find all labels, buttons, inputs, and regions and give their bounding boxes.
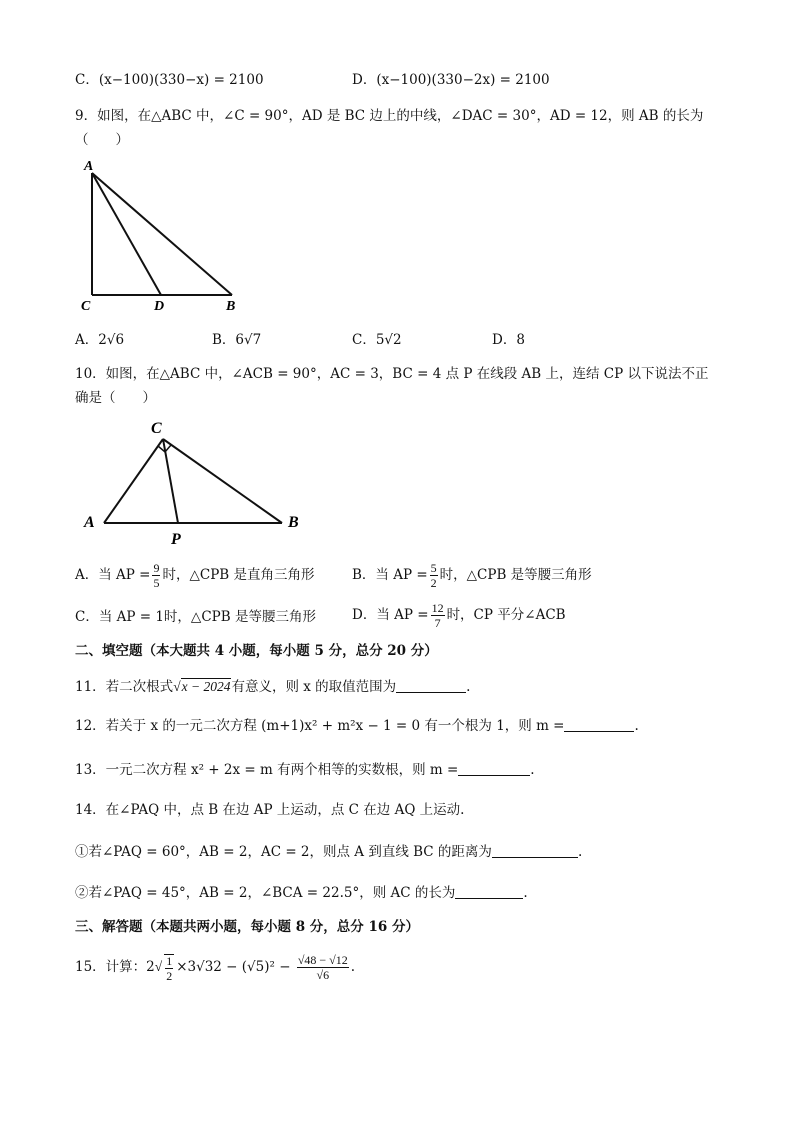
q9-option-a: A．2√6 — [75, 332, 125, 348]
q14-part1-answer-blank[interactable] — [492, 843, 578, 858]
q14-part2-answer-blank[interactable] — [455, 884, 523, 899]
q9-label-d: D — [154, 299, 165, 314]
q12-answer-blank[interactable] — [564, 717, 634, 732]
q10-stem-line2: 确是（ ） — [75, 390, 156, 406]
q10-option-a: A．当 AP = $\frac{9}{5}$ 时，△CPB 是直角三角形 — [75, 561, 315, 590]
q10-label-p: P — [171, 531, 181, 548]
q10-stem-line1: 10．如图，在△ABC 中，∠ACB = 90°，AC = 3，BC = 4 点 P 在线段 AB 上，连结 CP 以下说法不正 — [75, 366, 709, 382]
q9-option-b: B．6√7 — [212, 332, 262, 348]
q10-option-d: D．当 AP = $\frac{12}{7}$ 时，CP 平分∠ACB — [352, 601, 566, 630]
q15: 15．计算：2√ $\frac{1}{2}$ ×3√32 − (√5)² − $\frac{√48 - √12}{√6}$ . — [75, 953, 356, 983]
q11-answer-blank[interactable] — [396, 678, 466, 693]
q10-label-a: A — [84, 514, 95, 531]
q9-figure — [78, 155, 278, 315]
section3-title: 三、解答题（本题共两小题，每小题 8 分，总分 16 分） — [75, 919, 419, 935]
q10-figure — [78, 415, 318, 550]
q8-option-c: C．(x−100)(330−x) = 2100 — [75, 72, 264, 88]
q14-part2: ②若∠PAQ = 45°，AB = 2，∠BCA = 22.5°，则 AC 的长为 . — [75, 885, 528, 901]
section2-title: 二、填空题（本大题共 4 小题，每小题 5 分，总分 20 分） — [75, 643, 438, 659]
q9-option-c: C．5√2 — [352, 332, 402, 348]
q9-label-a: A — [84, 159, 94, 174]
q9-label-c: C — [81, 299, 91, 314]
q10-label-b: B — [288, 514, 299, 531]
q14-part1: ①若∠PAQ = 60°，AB = 2，AC = 2，则点 A 到直线 BC 的距离为 . — [75, 844, 583, 860]
q8-option-d: D．(x−100)(330−2x) = 2100 — [352, 72, 550, 88]
q9-stem-line2: （ ） — [75, 132, 129, 148]
q10-option-b: B．当 AP = $\frac{5}{2}$ 时，△CPB 是等腰三角形 — [352, 561, 592, 590]
q14-stem: 14．在∠PAQ 中，点 B 在边 AP 上运动，点 C 在边 AQ 上运动. — [75, 802, 465, 818]
q10-option-c: C．当 AP = 1时，△CPB 是等腰三角形 — [75, 609, 316, 625]
q9-option-d: D．8 — [492, 332, 525, 348]
q10-label-c: C — [151, 420, 162, 437]
q13: 13．一元二次方程 x² + 2x = m 有两个相等的实数根，则 m = . — [75, 762, 535, 778]
q13-answer-blank[interactable] — [458, 761, 530, 776]
q12: 12．若关于 x 的一元二次方程 (m+1)x² + m²x − 1 = 0 有一个根为 1，则 m = . — [75, 718, 639, 734]
q11: 11．若二次根式√x − 2024有意义，则 x 的取值范围为 . — [75, 679, 471, 695]
q9-stem-line1: 9．如图，在△ABC 中，∠C = 90°，AD 是 BC 边上的中线，∠DAC = 30°，AD = 12，则 AB 的长为 — [75, 108, 704, 124]
q9-label-b: B — [226, 299, 236, 314]
